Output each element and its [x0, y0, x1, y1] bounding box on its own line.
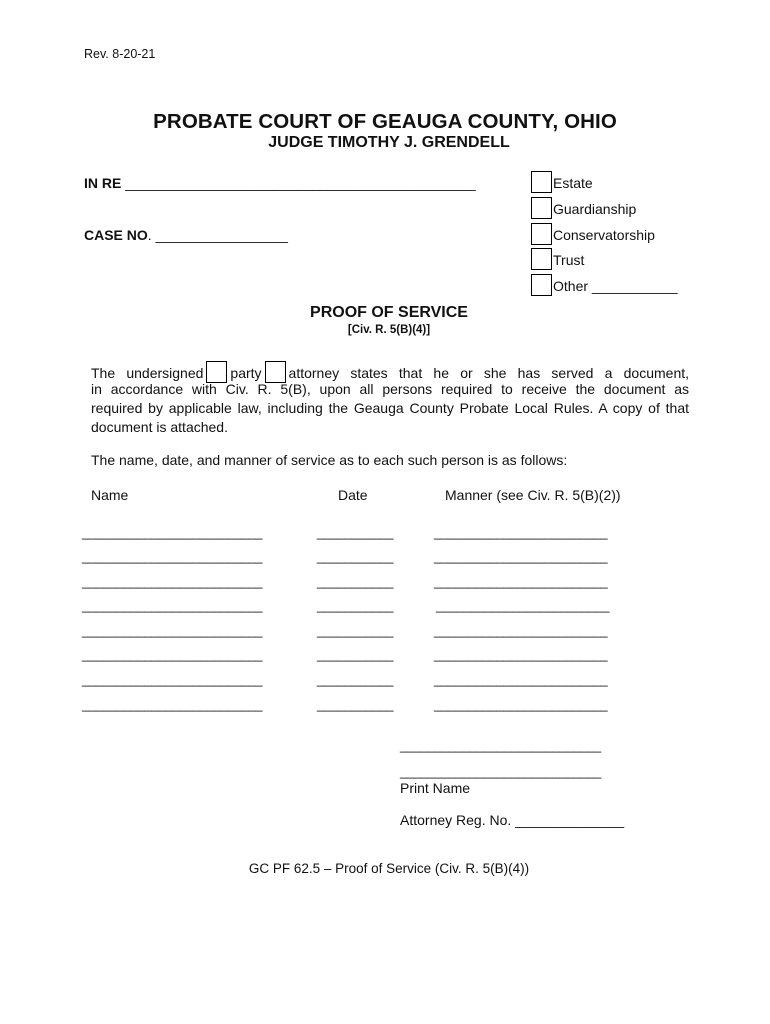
court-title: PROBATE COURT OF GEAUGA COUNTY, OHIO: [153, 110, 617, 133]
conservatorship-label: Conservatorship: [553, 227, 655, 243]
conservatorship-checkbox[interactable]: [531, 223, 552, 245]
in-re-blank[interactable]: _____________________________________________: [125, 175, 476, 191]
row-3-name[interactable]: __________________________: [82, 574, 263, 589]
manner-column-header: Manner (see Civ. R. 5(B)(2)): [445, 487, 621, 503]
row-6-name[interactable]: __________________________: [82, 647, 263, 662]
form-title: PROOF OF SERVICE: [310, 304, 468, 321]
estate-checkbox[interactable]: [531, 171, 552, 193]
guardianship-checkbox[interactable]: [531, 197, 552, 219]
row-5-name[interactable]: __________________________: [82, 623, 263, 638]
in-re-label: IN RE: [84, 175, 122, 191]
row-3-manner[interactable]: _________________________: [434, 574, 608, 589]
estate-label: Estate: [553, 175, 593, 191]
revision-label: Rev. 8-20-21: [84, 47, 156, 61]
form-rule: [Civ. R. 5(B)(4)]: [347, 324, 431, 336]
row-6-date[interactable]: ___________: [317, 647, 394, 662]
case-no-label: CASE NO: [84, 227, 148, 243]
case-no-punct: .: [147, 227, 156, 243]
row-6-manner[interactable]: _________________________: [434, 647, 608, 662]
row-1-manner[interactable]: _________________________: [434, 525, 608, 540]
other-label[interactable]: Other ___________: [553, 278, 678, 294]
attestation-line-1: [91, 361, 689, 380]
row-5-date[interactable]: ___________: [317, 623, 394, 638]
print-name-label: Print Name: [400, 780, 471, 796]
row-8-date[interactable]: ___________: [317, 697, 394, 712]
signature-line[interactable]: _____________________________: [400, 738, 601, 753]
row-4-date[interactable]: ___________: [317, 598, 394, 613]
attestation-paragraph: [91, 361, 689, 437]
undersigned-text: The undersigned: [91, 365, 204, 381]
row-8-manner[interactable]: _________________________: [434, 697, 608, 712]
row-7-manner[interactable]: _________________________: [434, 672, 608, 687]
attorney-statement-text: attorney states that he or she has served a document,: [288, 365, 690, 381]
row-2-manner[interactable]: _________________________: [434, 549, 608, 564]
date-column-header: Date: [338, 487, 368, 503]
row-2-name[interactable]: __________________________: [82, 549, 263, 564]
attorney-reg-field[interactable]: Attorney Reg. No. ______________: [400, 812, 625, 828]
judge-name: JUDGE TIMOTHY J. GRENDELL: [268, 134, 510, 151]
print-name-line[interactable]: _____________________________: [400, 764, 601, 779]
attestation-line-2: in accordance with Civ. R. 5(B), upon all persons required to receive the document as: [91, 381, 689, 397]
guardianship-label: Guardianship: [553, 201, 637, 217]
row-7-date[interactable]: ___________: [317, 672, 394, 687]
other-checkbox[interactable]: [531, 274, 552, 296]
in-re-field[interactable]: [84, 175, 476, 191]
row-5-manner[interactable]: _________________________: [434, 623, 608, 638]
row-1-name[interactable]: __________________________: [82, 525, 263, 540]
attestation-line-3: required by applicable law, including the Geauga County Probate Local Rules. A copy of that: [91, 400, 689, 416]
row-4-manner[interactable]: _________________________: [436, 598, 610, 613]
row-4-name[interactable]: __________________________: [82, 598, 263, 613]
row-1-date[interactable]: ___________: [317, 525, 394, 540]
row-7-name[interactable]: __________________________: [82, 672, 263, 687]
trust-checkbox[interactable]: [531, 248, 552, 270]
trust-label: Trust: [553, 252, 585, 268]
service-intro: The name, date, and manner of service as to each such person is as follows:: [91, 452, 568, 468]
case-no-blank[interactable]: _________________: [155, 227, 288, 243]
row-2-date[interactable]: ___________: [317, 549, 394, 564]
name-column-header: Name: [91, 487, 129, 503]
form-footer: GC PF 62.5 – Proof of Service (Civ. R. 5(B)(4)): [248, 861, 530, 876]
case-no-field[interactable]: [84, 227, 288, 243]
row-3-date[interactable]: ___________: [317, 574, 394, 589]
attestation-line-4: document is attached.: [91, 419, 228, 435]
party-label: party: [230, 365, 262, 381]
row-8-name[interactable]: __________________________: [82, 697, 263, 712]
